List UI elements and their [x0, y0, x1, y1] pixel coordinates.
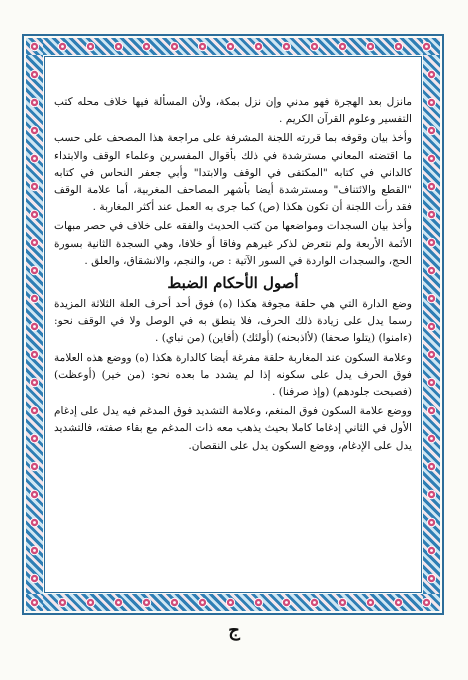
paragraph: وعلامة السكون عند المغاربة حلقة مفرغة أيضا كالدارة هكذا (ه) ووضع هذه العلامة فوق الحرف يدل على سكونه إذا لم يشدد ما بعده نحو: (من خير) (أوعظت) (فصبحت جلودهم) (وإذ صرفنا) . — [54, 351, 412, 399]
page-content — [54, 94, 412, 584]
page-number: ج — [228, 620, 240, 641]
paragraph: وأخذ بيان السجدات ومواضعها من كتب الحديث والفقه على خلاف في حصر مبهات الأئمة الأربعة ولم نتعرض لذكر غيرهم وفاقا أو خلافا، وهي السجدة الثانية بسورة الحج، والسجدات الواردة في السور الآتية : ص، والنجم، والانشقاق، والعلق . — [54, 220, 412, 267]
paragraph: وضع الدارة التي هي حلقة مجوفة هكذا (ه) فوق أحد أحرف العلة الثلاثة المزيدة رسما يدل على زيادة ذلك الحرف، فلا ينطق به في الوصل ولا في الوقف نحو: (ءامنوا) (يتلوا صحفا) (لأاذبحنه) (أولئك) (أفاين) (من نباي) . — [54, 298, 412, 345]
section-heading: أصول الأحكام الضبط — [167, 274, 299, 293]
paragraph: مانزل بعد الهجرة فهو مدني وإن نزل بمكة، ولأن المسألة فيها خلاف محله كتب التفسير وعلوم القرآن الكريم . — [54, 96, 412, 126]
paragraph: ووضع علامة السكون فوق المنغم، وعلامة التشديد فوق المدغم فيه يدل على إدغام الأول في الثاني إدغاما كاملا بحيث يذهب معه ذات المدغم مع بقاء صفته، فالتشديد يدل على الإدغام، ووضع السكون يدل على النقصان. — [54, 405, 412, 452]
paragraph: وأخذ بيان وقوفه بما قررته اللجنة المشرفة على مراجعة هذا المصحف على حسب ما اقتضته المعاني مسترشدة في ذلك بأقوال المفسرين وعلماء الوقف والابتداء كالداني في كتابه "المكتفى في الوقف والابتدا" وأبي جعفر النحاس في كتابه "القطع والائتناف" ومسترشدة أيضا بأشهر المصاحف المغربية، أما علامة الوقف فقد رأت اللجنة أن تكون هكذا (ص) كما جرى به العمل عند أكثر المغاربة . — [54, 132, 412, 214]
